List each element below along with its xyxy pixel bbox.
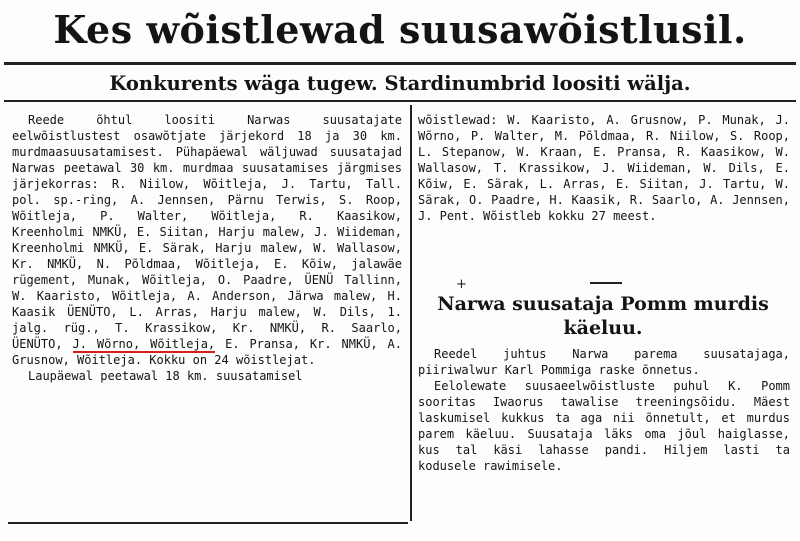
- column-divider: [410, 105, 412, 521]
- underlined-name: J. Wõrno, Wõitleja,: [72, 337, 216, 351]
- plus-mark: +: [456, 277, 467, 292]
- right-column: [418, 112, 790, 224]
- section-title: Narwa suusataja Pomm murdis käeluu.: [437, 293, 769, 339]
- left-paragraph-1-text: Reede õhtul loositi Narwas suusatajate eelwõistlustest osawõtjate järjekord 18 ja 30 km. murdmaasuusatamisest. Pühapäewal wäljuwad suusatajad Narwas peetawal 30 km. murdmaa suusatamises järgmises järjekorras: R. Niilow, Wõitleja, J. Tartu, Tall. pol. sp.-ring, A. Jennsen, Pärnu Terwis, S. Roop, Wõitleja, P. Walter, Wõitleja, R. Kaasikow, Kreenholmi NMKÜ, E. Siitan, Harju malew, J. Wiideman, Kreenholmi NMKÜ, E. Särak, Harju malew, W. Wallasow, Kr. NMKÜ, N. Põldmaa, Wõitleja, E. Kõiw, jalawäe rügement, Munak, Wõitleja, O. Paadre, ÜENÜ Tallinn, W. Kaaristo, Wõitleja, A. Anderson, Järwa malew, H. Kaasik ÜENÜTO, L. Arras, Harju malew, W. Dils, 1. jalg. rüg., T. Krassikow, Kr. NMKÜ, R. Saarlo, ÜENÜTO,: [12, 113, 402, 351]
- subheadline-rule: [4, 100, 796, 102]
- left-paragraph-2: Laupäewal peetawal 18 km. suusatamisel: [28, 369, 303, 383]
- left-paragraph-1: [12, 112, 402, 368]
- subheadline: Konkurents wäga tugew. Stardinumbrid loositi wälja.: [109, 72, 691, 95]
- bottom-rule: [8, 522, 408, 524]
- right-paragraph-2: Reedel juhtus Narwa parema suusatajaga, piiriwalwur Karl Pommiga raske õnnetus.: [418, 347, 790, 377]
- left-column: [12, 112, 402, 384]
- right-paragraph-3: Eelolewate suusaeelwõistluste puhul K. Pomm sooritas Iwaorus tawalise treeningsõidu. Mäest laskumisel kukkus ta aga nii õnnetult, et murdus parem käeluu. Suusataja läks oma jõul haiglasse, kus tal käsi lahasse pandi. Hiljem lasti ta kodusele rawimisele.: [418, 379, 790, 473]
- section-divider: [590, 282, 622, 284]
- right-column-story: [418, 346, 790, 474]
- left-paragraph-1-end: E. Pransa, Kr. NMKÜ, A. Grusnow, Wõitleja. Kokku on 24 wõistlejat.: [12, 337, 403, 367]
- headline-rule: [4, 62, 796, 65]
- headline: Kes wõistlewad suusawõistlusil.: [53, 7, 747, 52]
- right-paragraph-1: wõistlewad: W. Kaaristo, A. Grusnow, P. Munak, J. Wõrno, P. Walter, M. Põldmaa, R. Niilow, S. Roop, L. Stepanow, W. Kraan, E. Pransa, R. Kaasikow, W. Wallasow, T. Krassikow, J. Wiideman, W. Dils, E. Kõiw, E. Särak, L. Arras, E. Siitan, J. Tartu, W. Särak, O. Paadre, H. Kaasik, R. Saarlo, A. Jennsen, J. Pent. Wõistleb kokku 27 meest.: [418, 113, 790, 223]
